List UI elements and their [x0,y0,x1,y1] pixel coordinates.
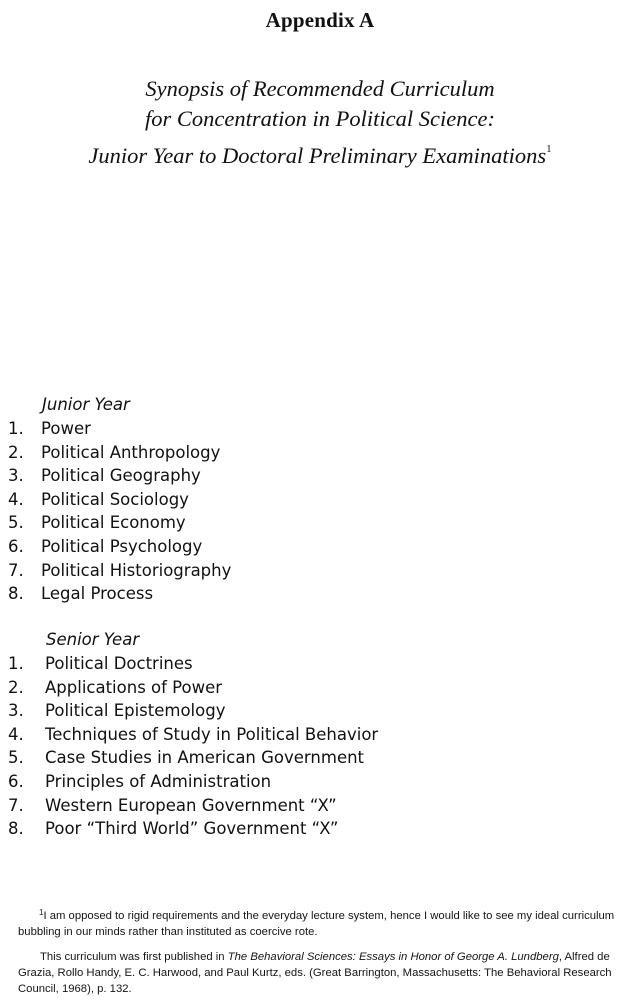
course-number: 6. [8,771,24,791]
course-number: 1. [8,654,24,673]
course-number: 3. [8,701,24,721]
junior-course-item [8,488,231,512]
senior-course-item [8,770,378,794]
junior-course-item [8,582,231,606]
course-title: Political Anthropology [41,442,221,462]
junior-course-item [8,535,231,559]
senior-course-item [8,676,378,700]
course-number: 4. [8,489,24,509]
footnote-1-marker: 1 [39,908,44,917]
senior-course-item [8,794,378,818]
course-number: 3. [8,466,24,486]
footnote-1-text: I am opposed to rigid requirements and the everyday lecture system, hence I would like to see my ideal curriculum bubbling in our minds rather than instituted as coercive rote. [18,910,615,938]
junior-course-item [8,464,231,488]
course-title: Applications of Power [45,677,223,697]
course-number: 1. [8,419,24,438]
junior-course-item [8,559,231,583]
senior-course-item [8,746,378,770]
footnote-2 [18,949,640,997]
senior-course-item [8,723,378,747]
course-title: Political Sociology [41,489,189,509]
senior-year-list [8,652,378,841]
course-title: Legal Process [41,584,154,604]
course-number: 5. [8,513,24,533]
course-title: Power [41,419,91,438]
footnote-2-text-before: This curriculum was first published in [40,951,228,963]
course-title: Political Geography [41,466,201,486]
junior-course-item [8,417,231,441]
course-title: Techniques of Study in Political Behavior [45,724,379,744]
course-title: Poor “Third World” Government “X” [45,819,339,839]
course-title: Political Economy [41,513,186,533]
senior-course-item [8,817,378,841]
course-title: Political Psychology [41,536,203,556]
course-number: 7. [8,560,24,580]
course-title: Case Studies in American Government [45,748,365,768]
appendix-subtitle [40,74,600,171]
subtitle-line-3 [40,134,600,171]
course-title: Principles of Administration [45,771,272,791]
subtitle-line-3-text: Junior Year to Doctoral Preliminary Examinations [88,143,547,168]
senior-course-item [8,652,378,676]
footnote-2-book-title: The Behavioral Sciences: Essays in Honor of George A. Lundberg [227,951,559,963]
course-title: Political Doctrines [45,654,193,673]
course-title: Political Epistemology [45,701,226,721]
course-number: 8. [8,819,24,839]
junior-course-item [8,511,231,535]
junior-year-heading: Junior Year [42,395,130,414]
senior-course-item [8,699,378,723]
senior-year-heading: Senior Year [46,630,140,649]
junior-course-item [8,441,231,465]
course-number: 7. [8,795,24,815]
course-number: 6. [8,536,24,556]
course-number: 5. [8,748,24,768]
course-number: 4. [8,724,24,744]
course-number: 8. [8,584,24,604]
course-title: Political Historiography [41,560,232,580]
course-number: 2. [8,442,24,462]
course-number: 2. [8,677,24,697]
footnote-1 [18,905,640,940]
junior-year-list [8,417,231,606]
footnote-2-text-after: , Alfred de Grazia, Rollo Handy, E. C. Harwood, and Paul Kurtz, eds. (Great Barrington, Massachusetts: The Behavioral Research Council, 1968), p. 132. [18,951,612,995]
footnote-reference: 1 [546,143,552,155]
appendix-heading: Appendix A [265,8,375,32]
subtitle-line-1: Synopsis of Recommended Curriculum [145,76,495,101]
course-title: Western European Government “X” [45,795,337,815]
subtitle-line-2: for Concentration in Political Science: [145,106,495,131]
